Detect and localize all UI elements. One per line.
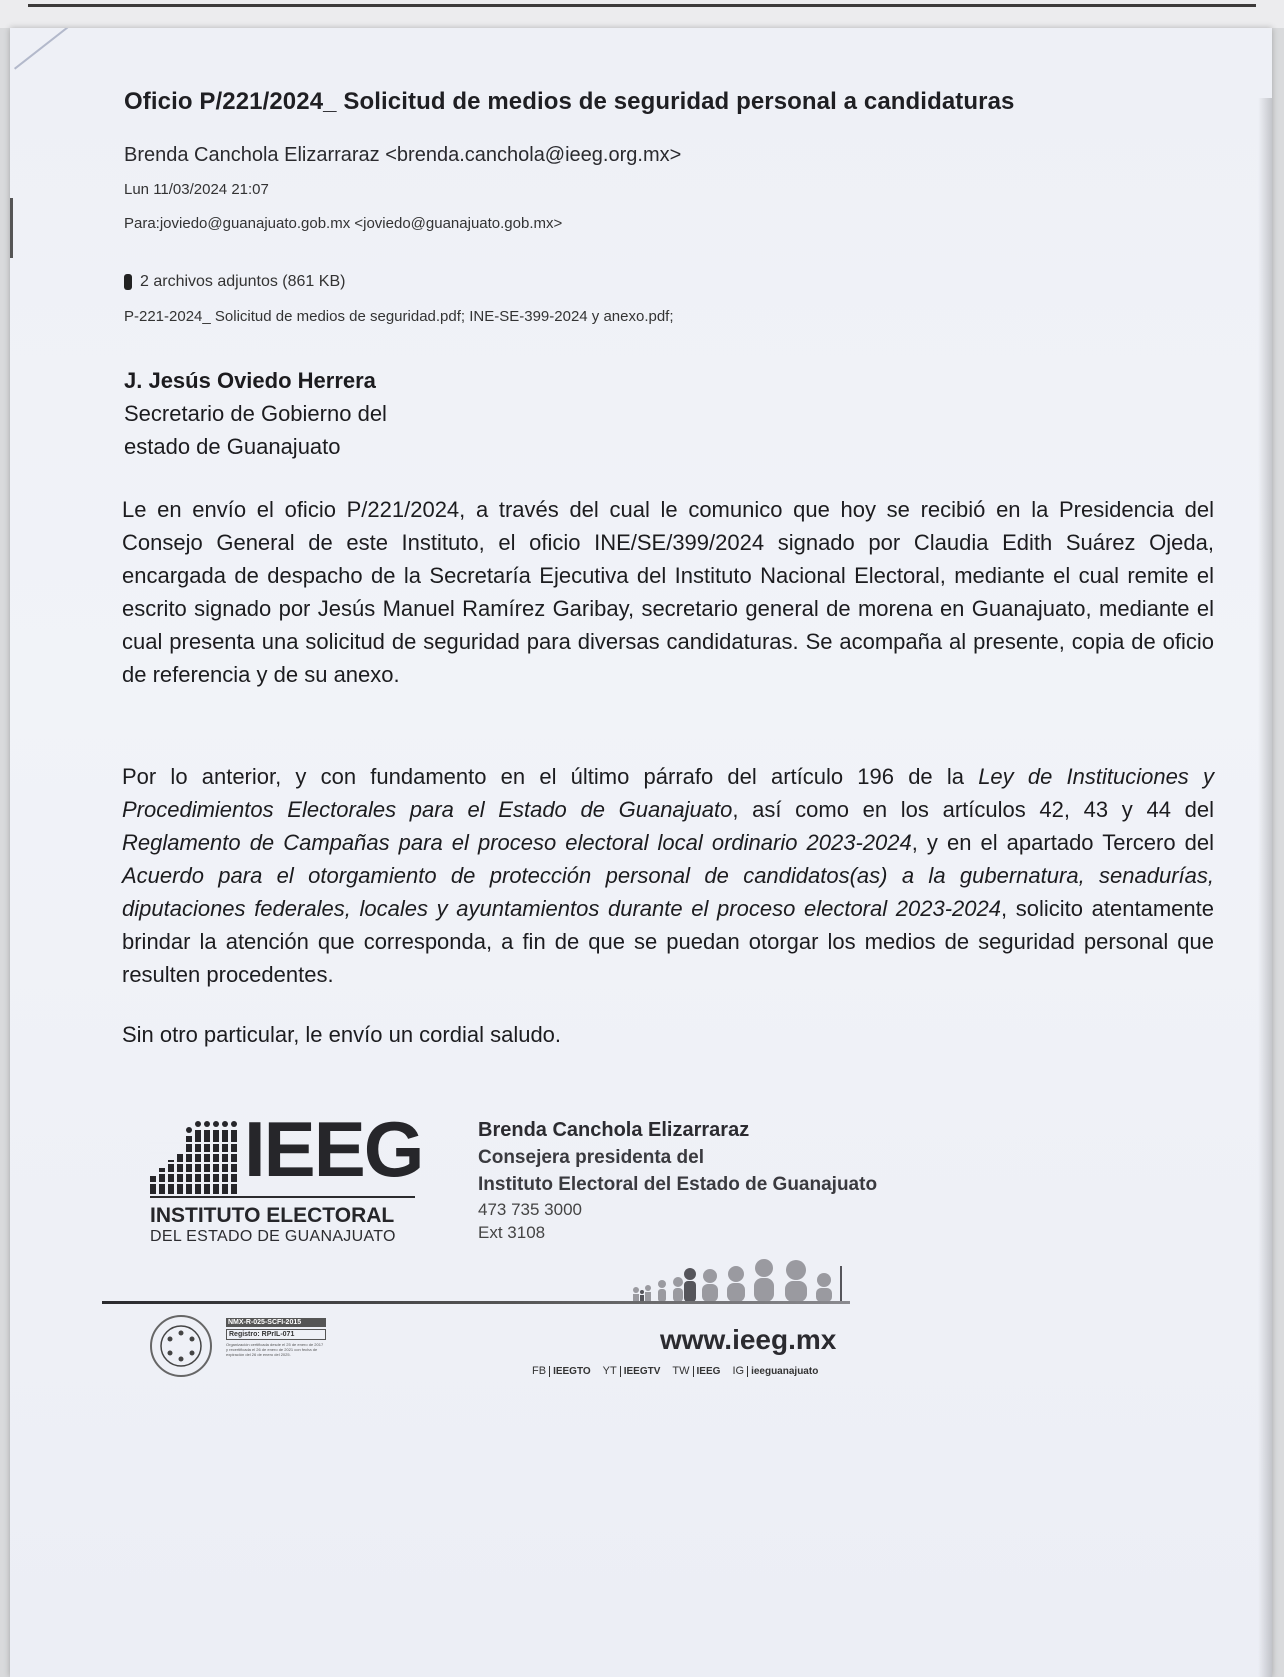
p2-regulation-title: Reglamento de Campañas para el proceso electoral local ordinario 2023-2024 (122, 830, 912, 855)
signature-title-line2: Instituto Electoral del Estado de Guanajuato (478, 1174, 878, 1195)
email-subject: Oficio P/221/2024_ Solicitud de medios de seguridad personal a candidaturas (124, 88, 1015, 115)
email-date: Lun 11/03/2024 21:07 (124, 181, 269, 198)
body-paragraph-1: Le en envío el oficio P/221/2024, a través del cual le comunico que hoy se recibió en la Presidencia del Consejo General de este Instituto, el oficio INE/SE/399/2024 signado por Claudia Edith Suárez Ojeda, encargada de despacho de la Secretaría Ejecutiva del Instituto Nacional Electoral, mediante el cual remite el escrito signado por Jesús Manuel Ramírez Garibay, secretario general de morena en Guanajuato, mediante el cual presenta una solicitud de seguridad para diversas candidaturas. Se acompaña al presente, copia de oficio de referencia y de su anexo. (122, 497, 1214, 687)
social-fb-handle[interactable]: IEEGTO (549, 1366, 591, 1377)
scanned-page (10, 28, 1272, 1677)
document-top-edge (28, 4, 1256, 7)
social-ig-handle[interactable]: ieeguanajuato (747, 1366, 818, 1377)
logo-divider (150, 1196, 415, 1198)
signature-phone: 473 735 3000 (478, 1200, 582, 1219)
p2-text-e: , y en el apartado Tercero del (911, 830, 1214, 855)
footer-divider (102, 1301, 850, 1304)
cert-code: NMX-R-025-SCFI-2015 (226, 1318, 326, 1327)
attachments-count: 2 archivos adjuntos (861 KB) (140, 273, 346, 290)
social-yt-label: YT (602, 1365, 617, 1377)
email-recipient: Para:joviedo@guanajuato.gob.mx <joviedo@guanajuato.gob.mx> (124, 215, 563, 232)
scanner-top-strip (0, 0, 1284, 28)
p2-text-a: Por lo anterior, y con fundamento en el último párrafo del artículo 196 de la (122, 764, 979, 789)
paperclip-icon (124, 274, 132, 290)
p2-law-title: Ley de Instituciones y Procedimientos Electorales para el Estado de Guanajuato (122, 764, 1214, 822)
logo-state-name: DEL ESTADO DE GUANAJUATO (150, 1228, 396, 1245)
website-link[interactable]: www.ieeg.mx (660, 1324, 837, 1355)
people-silhouettes-icon (628, 1254, 858, 1304)
recipient-title-line1: Secretario de Gobierno del (124, 401, 387, 426)
page-shadow (1258, 98, 1272, 1677)
letter-recipient (124, 364, 387, 463)
pen-stroke (14, 28, 133, 70)
signature-name: Brenda Canchola Elizarraraz (478, 1119, 750, 1141)
page-margin-mark (10, 198, 13, 258)
email-attachments-summary (124, 273, 345, 291)
body-paragraph-2 (122, 760, 1214, 991)
people-bars-icon (150, 1116, 240, 1194)
logo-wordmark: IEEG (244, 1105, 423, 1193)
social-tw-label: TW (672, 1365, 690, 1377)
recipient-title-line2: estado de Guanajuato (124, 434, 341, 459)
cert-note: Organización certificada desde el 25 de enero de 2017 y recertificada el 26 de enero de 2021 con fecha de expiración del 26 de enero del 2025. (226, 1342, 324, 1357)
logo-institute-name: INSTITUTO ELECTORAL (150, 1204, 395, 1227)
attachment-file-list: P-221-2024_ Solicitud de medios de seguridad.pdf; INE-SE-399-2024 y anexo.pdf; (124, 308, 674, 325)
cert-registry: Registro: RPrIL-071 (226, 1329, 326, 1340)
p2-text-g: , solicito atentamente brindar la atención que corresponda, a fin de que se puedan otorgar los medios de seguridad personal que resulten procedentes. (122, 896, 1214, 987)
certification-block (226, 1318, 326, 1357)
signature-extension: Ext 3108 (478, 1223, 546, 1242)
closing-paragraph: Sin otro particular, le envío un cordial saludo. (122, 1022, 562, 1047)
social-fb-label: FB (532, 1365, 547, 1377)
recipient-name: J. Jesús Oviedo Herrera (124, 368, 376, 393)
p2-text-c: , así como en los artículos 42, 43 y 44 del (732, 797, 1214, 822)
social-tw-handle[interactable]: IEEG (693, 1366, 721, 1377)
email-sender: Brenda Canchola Elizarraraz <brenda.canchola@ieeg.org.mx> (124, 144, 682, 166)
certification-seal-icon (146, 1311, 216, 1381)
social-links (532, 1365, 830, 1377)
signature-title-line1: Consejera presidenta del (478, 1147, 704, 1168)
p2-agreement-title: Acuerdo para el otorgamiento de protección personal de candidatos(as) a la gubernatura, senadurías, diputaciones federales, locales y ayuntamientos durante el proceso electoral 2023-2024 (122, 863, 1214, 921)
ieeg-logo (150, 1105, 423, 1246)
social-ig-label: IG (732, 1365, 745, 1377)
social-yt-handle[interactable]: IEEGTV (620, 1366, 661, 1377)
email-signature (478, 1116, 877, 1244)
